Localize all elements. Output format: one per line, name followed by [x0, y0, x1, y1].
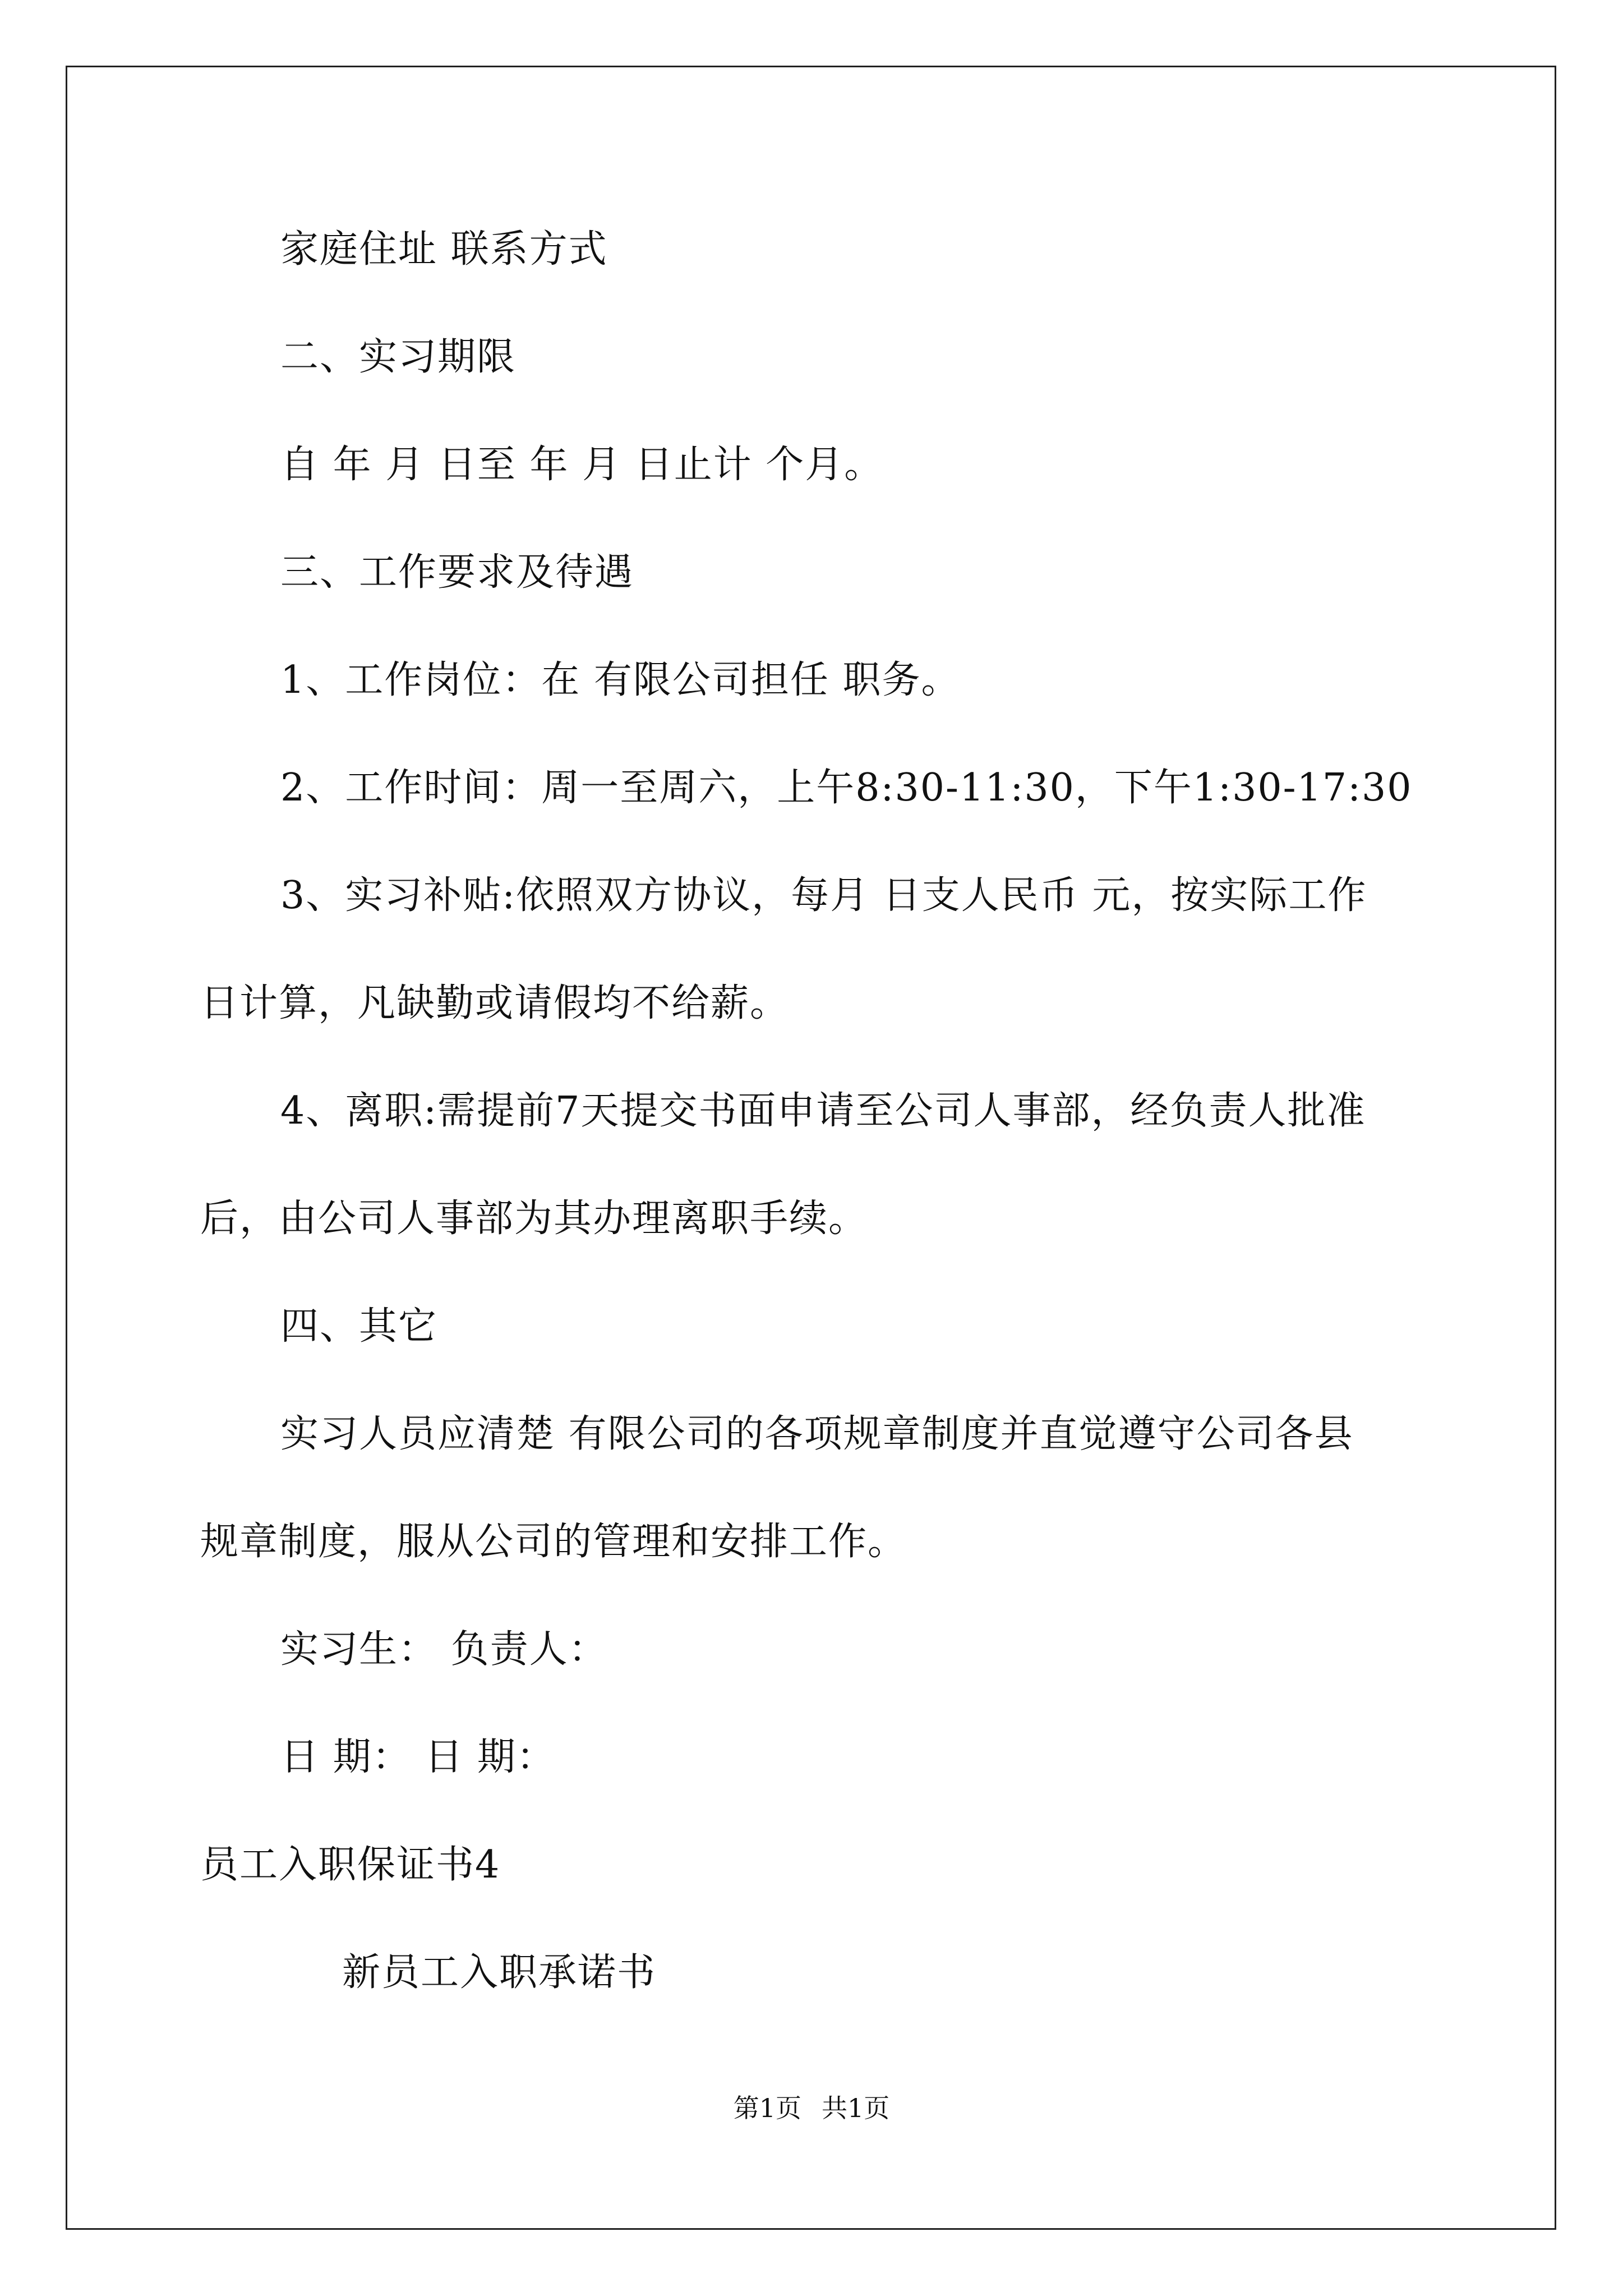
signature-labels: 实习生： 负责人： [280, 1627, 608, 1672]
other-clause: 实习人员应清楚 有限公司的各项规章制度并直觉遵守公司各县 [280, 1412, 1354, 1456]
page-border [66, 66, 1556, 2230]
document-heading-guarantee-4: 员工入职保证书4 [200, 1843, 501, 1887]
clause-resignation-continued: 后，由公司人事部为其办理离职手续。 [200, 1197, 868, 1241]
period-dates-line: 自 年 月 日至 年 月 日止计 个月。 [280, 443, 884, 487]
clause-allowance-continued: 日计算，凡缺勤或请假均不给薪。 [200, 981, 790, 1025]
clause-allowance: 3、实习补贴:依照双方协议，每月 日支人民币 元，按实际工作 [280, 873, 1367, 918]
section-heading-internship-period: 二、实习期限 [280, 335, 517, 379]
clause-resignation: 4、离职:需提前7天提交书面申请至公司人事部，经负责人批准 [280, 1089, 1366, 1133]
clause-work-hours: 2、工作时间：周一至周六，上午8:30-11:30，下午1:30-17:30 [280, 766, 1413, 810]
clause-job-position: 1、工作岗位：在 有限公司担任 职务。 [280, 658, 961, 702]
document-title-commitment: 新员工入职承诺书 [342, 1950, 657, 1995]
page-footer [0, 2091, 1623, 2125]
address-contact-line: 家庭住址 联系方式 [280, 227, 608, 272]
section-heading-work-requirements: 三、工作要求及待遇 [280, 550, 634, 595]
other-clause-continued: 规章制度，服从公司的管理和安排工作。 [200, 1520, 907, 1564]
page-total: 共1页 [822, 2093, 890, 2123]
date-labels: 日 期： 日 期： [280, 1735, 556, 1779]
section-heading-other: 四、其它 [280, 1304, 438, 1349]
page-number: 第1页 [733, 2093, 801, 2123]
